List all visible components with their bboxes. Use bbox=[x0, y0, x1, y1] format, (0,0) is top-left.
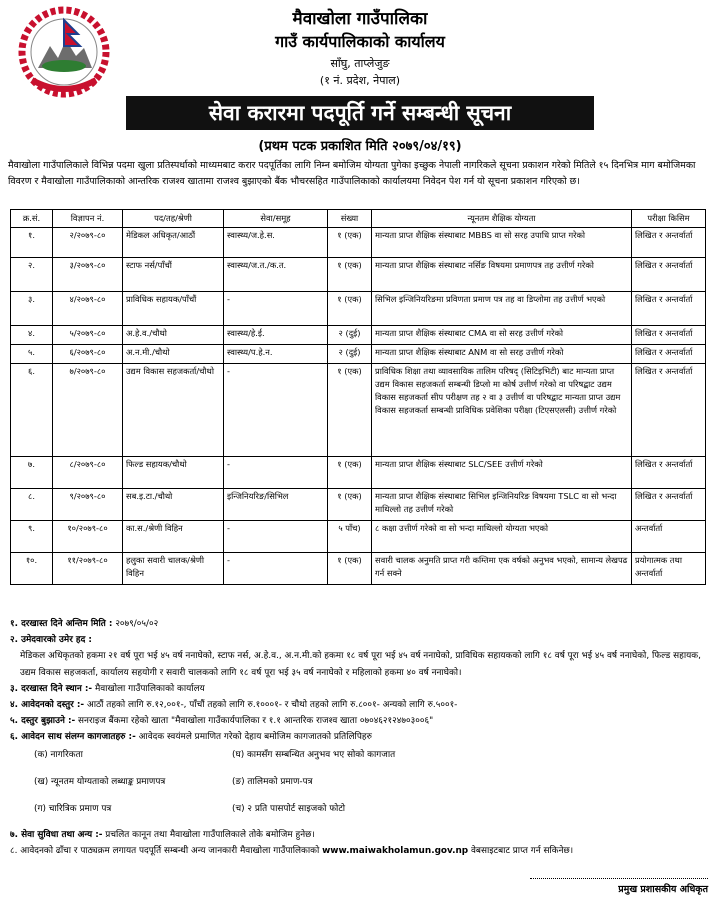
cell-post: उद्यम विकास सहजकर्ता/चौथो bbox=[123, 364, 224, 457]
note-label: ३. दरखास्त दिने स्थान :- bbox=[10, 683, 93, 694]
note-fee bbox=[10, 697, 705, 713]
cell-service: स्वास्थ्य/ज.हे.स. bbox=[224, 228, 328, 258]
publish-date: (प्रथम पटक प्रकाशित मिति २०७९/०४/१९) bbox=[258, 139, 462, 154]
office-province: (१ नं. प्रदेश, नेपाल) bbox=[319, 74, 401, 87]
cell-sn: ४. bbox=[11, 326, 53, 345]
cell-exam: लिखित र अन्तर्वार्ता bbox=[632, 364, 706, 457]
cell-service: - bbox=[224, 292, 328, 326]
cell-sn: १०. bbox=[11, 553, 53, 585]
cell-count: १ (एक) bbox=[328, 292, 372, 326]
cell-qualification: सिभिल इन्जिनियरिङमा प्रविणता प्रमाण पत्र तह वा डिप्लोमा तह उत्तीर्ण भएको bbox=[372, 292, 632, 326]
note-fee-payment bbox=[10, 713, 705, 729]
cell-post: हलुका सवारी चालक/श्रेणी विहिन bbox=[123, 553, 224, 585]
cell-sn: १. bbox=[11, 228, 53, 258]
cell-count: ५ पाँच) bbox=[328, 521, 372, 553]
table-header-row bbox=[11, 210, 706, 228]
document-item: (क) नागरिकता bbox=[34, 749, 83, 760]
note-website bbox=[10, 843, 705, 859]
cell-count: २ (दुई) bbox=[328, 326, 372, 345]
col-header-post: पद/तह/श्रेणी bbox=[123, 210, 224, 228]
note-text: वेबसाइटबाट प्राप्त गर्न सकिनेछ। bbox=[470, 845, 574, 856]
cell-exam: लिखित र अन्तर्वार्ता bbox=[632, 489, 706, 521]
cell-qualification: मान्यता प्राप्त शैक्षिक संस्थाबाट नर्सिङ विषयमा प्रमाणपत्र तह उत्तीर्ण गरेको bbox=[372, 258, 632, 292]
cell-service: स्वास्थ्य/हे.ई. bbox=[224, 326, 328, 345]
cell-sn: ५. bbox=[11, 345, 53, 364]
cell-sn: ७. bbox=[11, 457, 53, 489]
cell-count: १ (एक) bbox=[328, 364, 372, 457]
cell-service: स्वास्थ्य/ज.त./क.त. bbox=[224, 258, 328, 292]
note-value: सनराइज बैंकमा रहेको खाता "मैवाखोला गाउँकार्यपालिका र १.१ आन्तरिक राजश्व खाता ०७०४६२१२४७०३००६" bbox=[78, 716, 434, 727]
office-location: साँघु, ताप्लेजुङ bbox=[330, 57, 390, 70]
cell-qualification: प्राविधिक शिक्षा तथा व्यावसायिक तालिम परिषद् (सिटिइभिटी) बाट मान्यता प्राप्त उद्यम विकास सहजकर्ता सम्बन्धी डिप्लो मा कोर्ष उत्तीर्ण गरेको वा परिषद्बाट उद्यम विकास सहजकर्ता सीप परीक्षण तह २ वा ३ उत्तीर्ण वा परिषद्बाट मान्यता प्राप्त उद्यम विकास सहजकर्ता सम्बन्धी प्राविधिक प्रवेशिका परीक्षा (टिएसएलसी) उत्तीर्ण गरेको bbox=[372, 364, 632, 457]
col-header-sn: क्र.सं. bbox=[11, 210, 53, 228]
cell-adv: २/२०७९-८० bbox=[53, 228, 123, 258]
cell-exam: लिखित र अन्तर्वार्ता bbox=[632, 228, 706, 258]
cell-adv: ५/२०७९-८० bbox=[53, 326, 123, 345]
note-value: आठौं तहको लागि रु.१२,००१-, पाँचौं तहको लागि रु.१०००१- र चौथो तहको लागि रु.८००१- अन्यको लागि रु.५००१- bbox=[86, 700, 458, 711]
notes-section bbox=[10, 616, 705, 859]
cell-sn: ८. bbox=[11, 489, 53, 521]
table-row bbox=[11, 553, 706, 585]
cell-post: प्राविधिक सहायक/पाँचौं bbox=[123, 292, 224, 326]
cell-count: १ (एक) bbox=[328, 258, 372, 292]
note-age-limit bbox=[10, 632, 705, 648]
signature-title: प्रमुख प्रशासकीय अधिकृत bbox=[530, 878, 708, 895]
note-label: ७. सेवा सुविधा तथा अन्य :- bbox=[10, 829, 103, 840]
cell-qualification: सवारी चालक अनुमति प्राप्त गरी कम्तिमा एक वर्षको अनुभव भएको, सामान्य लेखपढ गर्न सक्ने bbox=[372, 553, 632, 585]
cell-exam: लिखित र अन्तर्वार्ता bbox=[632, 345, 706, 364]
notice-banner-title: सेवा करारमा पदपूर्ति गर्ने सम्बन्धी सूचना bbox=[126, 96, 594, 130]
document-item: (ग) चारित्रिक प्रमाण पत्र bbox=[34, 803, 112, 814]
cell-sn: २. bbox=[11, 258, 53, 292]
cell-count: १ (एक) bbox=[328, 489, 372, 521]
cell-sn: ३. bbox=[11, 292, 53, 326]
office-name: मैवाखोला गाउँपालिका bbox=[292, 9, 428, 29]
note-text: ८. आवेदनको ढाँचा र पाठ्यक्रम लगायत पदपूर्ति सम्बन्धी अन्य जानकारी मैवाखोला गाउँपालिकाको bbox=[10, 845, 320, 856]
cell-sn: ६. bbox=[11, 364, 53, 457]
document-item: (ख) न्यूनतम योग्यताको लब्धाङ्क प्रमाणपत्र bbox=[34, 776, 166, 787]
col-header-count: संख्या bbox=[328, 210, 372, 228]
note-label: ४. आवेदनको दस्तुर :- bbox=[10, 700, 85, 711]
table-row bbox=[11, 489, 706, 521]
cell-qualification: मान्यता प्राप्त शैक्षिक संस्थाबाट ANM वा सो सरह उत्तीर्ण गरेको bbox=[372, 345, 632, 364]
cell-qualification: मान्यता प्राप्त शैक्षिक संस्थाबाट SLC/SEE उत्तीर्ण गरेको bbox=[372, 457, 632, 489]
vacancy-table bbox=[10, 209, 706, 585]
table-row bbox=[11, 228, 706, 258]
cell-count: १ (एक) bbox=[328, 553, 372, 585]
cell-service: - bbox=[224, 521, 328, 553]
cell-adv: ३/२०७९-८० bbox=[53, 258, 123, 292]
note-age-limit-text: मेडिकल अधिकृतको हकमा २१ वर्ष पूरा भई ४५ वर्ष ननाघेको, स्टाफ नर्स, अ.हे.व., अ.न.मी.को हकमा १८ वर्ष पूरा भई ४५ वर्ष ननाघेको, प्राविधिक सहायकको लागि १८ वर्ष पूरा भई ४५ वर्ष ननाघेको, फिल्ड सहायक, उद्यम विकास सहजकर्ता, कार्यालय सहयोगी र सवारी चालकको लागि १८ वर्ष पूरा भई ३५ वर्ष ननाघेको र महिलाको हकमा ४० वर्ष ननाघेको। bbox=[20, 651, 701, 678]
note-value: आवेदक स्वयंमले प्रमाणित गरेको देहाय बमोजिम कागजातको प्रतिलिपिहरु bbox=[138, 732, 372, 743]
note-value: प्रचलित कानून तथा मैवाखोला गाउँपालिकाले तोके बमोजिम हुनेछ। bbox=[105, 829, 315, 840]
note-label: ५. दस्तुर बुझाउने :- bbox=[10, 716, 76, 727]
table-row bbox=[11, 364, 706, 457]
cell-exam: लिखित र अन्तर्वार्ता bbox=[632, 326, 706, 345]
cell-adv: ७/२०७९-८० bbox=[53, 364, 123, 457]
table-row bbox=[11, 326, 706, 345]
cell-post: अ.हे.व./चौथो bbox=[123, 326, 224, 345]
cell-post: स्टाफ नर्स/पाँचौं bbox=[123, 258, 224, 292]
cell-post: अ.न.मी./चौथो bbox=[123, 345, 224, 364]
cell-qualification: मान्यता प्राप्त शैक्षिक संस्थाबाट सिभिल इन्जिनियरिङ विषयमा TSLC वा सो भन्दा माथिल्लो तह उत्तीर्ण गरेको bbox=[372, 489, 632, 521]
cell-qualification: मान्यता प्राप्त शैक्षिक संस्थाबाट MBBS वा सो सरह उपाधि प्राप्त गरेको bbox=[372, 228, 632, 258]
cell-qualification: ८ कक्षा उत्तीर्ण गरेको वा सो भन्दा माथिल्लो योग्यता भएको bbox=[372, 521, 632, 553]
cell-adv: ८/२०७९-८० bbox=[53, 457, 123, 489]
cell-count: १ (एक) bbox=[328, 457, 372, 489]
office-subtitle: गाउँ कार्यपालिकाको कार्यालय bbox=[275, 32, 445, 51]
table-row bbox=[11, 521, 706, 553]
table-row bbox=[11, 345, 706, 364]
note-value: २०७९/०५/०२ bbox=[115, 619, 159, 629]
cell-post: का.स./श्रेणी विहिन bbox=[123, 521, 224, 553]
cell-sn: ९. bbox=[11, 521, 53, 553]
note-label: १. दरखास्त दिने अन्तिम मिति : bbox=[10, 619, 113, 629]
nepal-emblem-icon bbox=[18, 6, 110, 98]
cell-service: - bbox=[224, 553, 328, 585]
website-link[interactable]: www.maiwakholamun.gov.np bbox=[322, 845, 469, 856]
intro-paragraph: मैवाखोला गाउँपालिकाले विभिन्न पदमा खुला प्रतिस्पर्धाको माध्यमबाट करार पदपूर्तिका लागि निम्न बमोजिम योग्यता पुगेका इच्छुक नेपाली नागरिकले सूचना प्रकाशन गरेको मितिले १५ दिनभित्र माग बमोजिमका विवरण र मैवाखोला गाउँपालिकाको आन्तरिक राजश्व खातामा राजश्व बुझाएको बैंक भौचरसहित गाउँपालिकाको कार्यालयमा निवेदन पेश गर्न यो सूचना प्रकाशन गरिएको छ। bbox=[8, 160, 696, 187]
note-label: २. उमेदवारको उमेर हद : bbox=[10, 635, 92, 646]
cell-service: - bbox=[224, 364, 328, 457]
note-value: मैवाखोला गाउँपालिकाको कार्यालय bbox=[94, 683, 205, 694]
table-row bbox=[11, 292, 706, 326]
note-deadline bbox=[10, 616, 705, 632]
col-header-exam: परीक्षा किसिम bbox=[632, 210, 706, 228]
cell-post: मेडिकल अधिकृत/आठौं bbox=[123, 228, 224, 258]
note-documents bbox=[10, 729, 705, 745]
table-row bbox=[11, 457, 706, 489]
note-label: ६. आवेदन साथ संलग्न कागजातहरु :- bbox=[10, 732, 136, 743]
cell-service: स्वास्थ्य/प.हे.न. bbox=[224, 345, 328, 364]
cell-count: १ (एक) bbox=[328, 228, 372, 258]
document-item: (घ) कामसँग सम्बन्धित अनुभव भए सोको कागजात bbox=[232, 749, 396, 760]
cell-adv: ११/२०७९-८० bbox=[53, 553, 123, 585]
note-facilities bbox=[10, 827, 705, 843]
col-header-qualification: न्यूनतम शैक्षिक योग्यता bbox=[372, 210, 632, 228]
cell-exam: प्रयोगात्मक तथा अन्तर्वार्ता bbox=[632, 553, 706, 585]
table-row bbox=[11, 258, 706, 292]
cell-service: इन्जिनियरिङ/सिभिल bbox=[224, 489, 328, 521]
cell-adv: ४/२०७९-८० bbox=[53, 292, 123, 326]
note-place bbox=[10, 681, 705, 697]
documents-list bbox=[10, 746, 705, 827]
cell-exam: लिखित र अन्तर्वार्ता bbox=[632, 457, 706, 489]
document-item: (च) २ प्रति पासपोर्ट साइजको फोटो bbox=[232, 803, 346, 814]
cell-adv: ९/२०७९-८० bbox=[53, 489, 123, 521]
cell-exam: अन्तर्वार्ता bbox=[632, 521, 706, 553]
cell-adv: १०/२०७९-८० bbox=[53, 521, 123, 553]
cell-post: सब.इ.टा./चौथो bbox=[123, 489, 224, 521]
col-header-adv: विज्ञापन नं. bbox=[53, 210, 123, 228]
col-header-service: सेवा/समूह bbox=[224, 210, 328, 228]
cell-qualification: मान्यता प्राप्त शैक्षिक संस्थाबाट CMA वा सो सरह उत्तीर्ण गरेको bbox=[372, 326, 632, 345]
cell-adv: ६/२०७९-८० bbox=[53, 345, 123, 364]
cell-exam: लिखित र अन्तर्वार्ता bbox=[632, 292, 706, 326]
cell-count: २ (दुई) bbox=[328, 345, 372, 364]
cell-service: - bbox=[224, 457, 328, 489]
cell-post: फिल्ड सहायक/चौथो bbox=[123, 457, 224, 489]
cell-exam: लिखित र अन्तर्वार्ता bbox=[632, 258, 706, 292]
document-item: (ङ) तालिमको प्रमाण-पत्र bbox=[232, 776, 313, 787]
